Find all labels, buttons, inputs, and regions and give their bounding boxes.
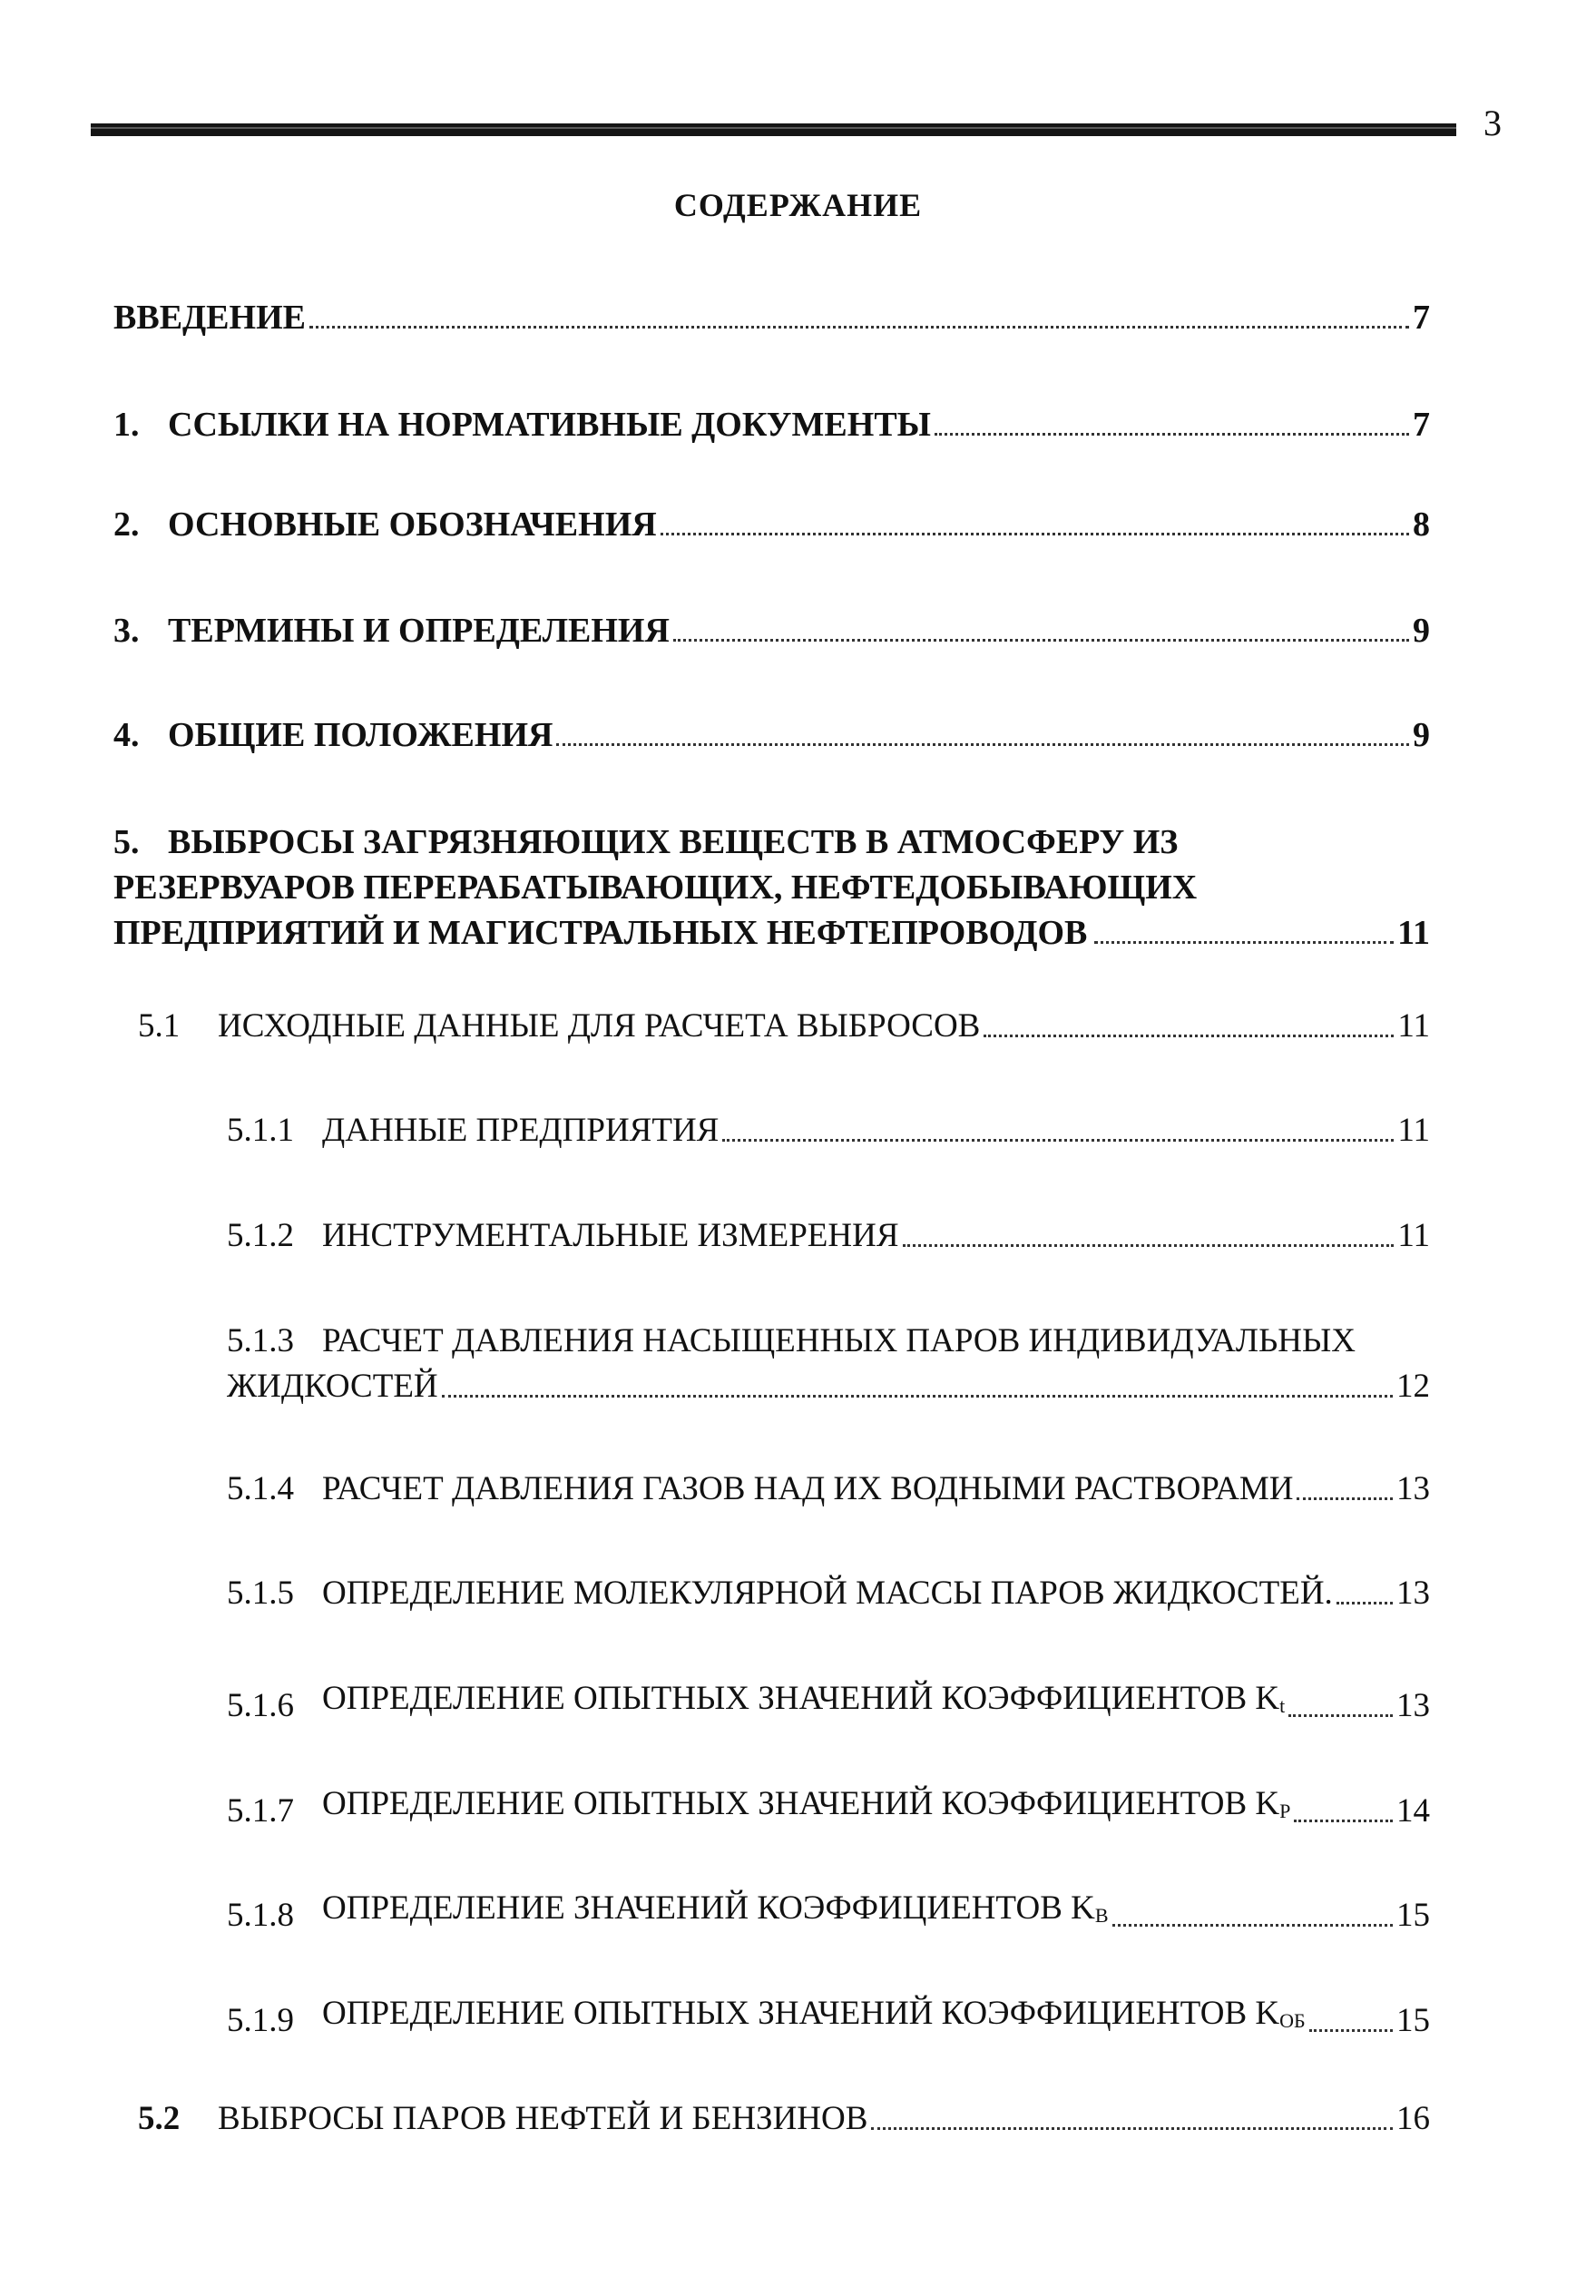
toc-entry-page: 11 xyxy=(1397,914,1430,952)
toc-entry-page: 8 xyxy=(1413,505,1430,544)
toc-entry-title: ДАННЫЕ ПРЕДПРИЯТИЯ xyxy=(322,1112,720,1149)
coefficient-subscript: t xyxy=(1279,1694,1286,1717)
toc-entry-title-line1: ВЫБРОСЫ ЗАГРЯЗНЯЮЩИХ ВЕЩЕСТВ В АТМОСФЕРУ ИЗ xyxy=(168,823,1179,861)
dot-leader xyxy=(1294,1820,1393,1822)
toc-entry-page: 11 xyxy=(1397,1007,1430,1045)
toc-entry-title: ССЫЛКИ НА НОРМАТИВНЫЕ ДОКУМЕНТЫ xyxy=(168,406,931,444)
toc-entry-title-line2: ЖИДКОСТЕЙ xyxy=(227,1368,438,1405)
dot-leader xyxy=(1309,2029,1393,2032)
toc-entry-title: ТЕРМИНЫ И ОПРЕДЕЛЕНИЯ xyxy=(168,612,670,650)
toc-entry-5-1-6[interactable] xyxy=(227,1676,1430,1729)
toc-entry-number: 2. xyxy=(113,505,140,544)
toc-entry-title: ИСХОДНЫЕ ДАННЫЕ ДЛЯ РАСЧЕТА ВЫБРОСОВ xyxy=(218,1007,981,1045)
toc-entry-title: ОСНОВНЫЕ ОБОЗНАЧЕНИЯ xyxy=(168,505,657,544)
toc-entry-1[interactable] xyxy=(113,402,1430,447)
toc-entry-number: 5.1.2 xyxy=(227,1217,294,1254)
toc-entry-5-1-5[interactable] xyxy=(227,1571,1430,1616)
toc-entry-number: 5.1.5 xyxy=(227,1575,294,1612)
dot-leader xyxy=(1112,1924,1393,1927)
toc-entry-5[interactable] xyxy=(113,819,1430,956)
toc-entry-5-1-1[interactable] xyxy=(227,1108,1430,1153)
toc-entry-page: 13 xyxy=(1396,1470,1430,1507)
toc-entry-number: 3. xyxy=(113,612,140,650)
toc-entry-5-2[interactable] xyxy=(138,2096,1430,2142)
toc-entry-number: 5.1.4 xyxy=(227,1470,294,1507)
dot-leader xyxy=(556,743,1409,746)
dot-leader xyxy=(1288,1714,1393,1717)
toc-entry-number: 5.1.6 xyxy=(227,1687,294,1724)
toc-entry-page: 11 xyxy=(1397,1217,1430,1254)
dot-leader xyxy=(442,1395,1393,1398)
toc-entry-number: 1. xyxy=(113,406,140,444)
toc-entry-page: 14 xyxy=(1396,1792,1430,1830)
dot-leader xyxy=(661,533,1409,535)
page-number: 3 xyxy=(1483,103,1502,143)
toc-entry-4[interactable] xyxy=(113,712,1430,758)
coefficient-subscript: B xyxy=(1094,1904,1109,1927)
toc-entry-page: 13 xyxy=(1396,1687,1430,1724)
toc-entry-number: 4. xyxy=(113,716,140,754)
toc-entry-title: РАСЧЕТ ДАВЛЕНИЯ ГАЗОВ НАД ИХ ВОДНЫМИ РАСТВОРАМИ xyxy=(322,1470,1294,1507)
dot-leader xyxy=(673,639,1409,642)
toc-entry-title: ИНСТРУМЕНТАЛЬНЫЕ ИЗМЕРЕНИЯ xyxy=(322,1217,899,1254)
toc-entry-number: 5.1.3 xyxy=(227,1322,294,1359)
toc-entry-title-text: ОПРЕДЕЛЕНИЕ ОПЫТНЫХ ЗНАЧЕНИЙ КОЭФФИЦИЕНТОВ K xyxy=(322,1995,1280,2032)
toc-entry-page: 13 xyxy=(1396,1575,1430,1612)
toc-entry-title-text: ОПРЕДЕЛЕНИЕ ЗНАЧЕНИЙ КОЭФФИЦИЕНТОВ K xyxy=(322,1889,1095,1927)
toc-entry-5-1-7[interactable] xyxy=(227,1781,1430,1834)
toc-entry-page: 15 xyxy=(1396,1897,1430,1934)
header-rule xyxy=(91,123,1456,136)
toc-entry-title: ОБЩИЕ ПОЛОЖЕНИЯ xyxy=(168,716,553,754)
dot-leader xyxy=(903,1244,1395,1247)
toc-entry-title: ОПРЕДЕЛЕНИЕ МОЛЕКУЛЯРНОЙ МАССЫ ПАРОВ ЖИДКОСТЕЙ. xyxy=(322,1575,1333,1612)
toc-entry-title-line1: РАСЧЕТ ДАВЛЕНИЯ НАСЫЩЕННЫХ ПАРОВ ИНДИВИДУАЛЬНЫХ xyxy=(322,1322,1356,1359)
toc-entry-number: 5.1.7 xyxy=(227,1792,294,1830)
toc-entry-title-text: ОПРЕДЕЛЕНИЕ ОПЫТНЫХ ЗНАЧЕНИЙ КОЭФФИЦИЕНТОВ K xyxy=(322,1785,1280,1822)
toc-entry-page: 11 xyxy=(1397,1112,1430,1149)
toc-entry-page: 16 xyxy=(1396,2100,1430,2137)
toc-entry-3[interactable] xyxy=(113,608,1430,653)
toc-entry-title xyxy=(322,1781,1290,1834)
toc-entry-5-1[interactable] xyxy=(138,1004,1430,1049)
toc-entry-page: 9 xyxy=(1413,716,1430,754)
toc-entry-2[interactable] xyxy=(113,502,1430,547)
toc-entry-intro[interactable] xyxy=(113,295,1430,340)
toc-entry-page: 15 xyxy=(1396,2002,1430,2039)
dot-leader xyxy=(1094,941,1394,944)
dot-leader xyxy=(1297,1497,1393,1500)
dot-leader xyxy=(722,1139,1394,1142)
toc-entry-5-1-4[interactable] xyxy=(227,1467,1430,1512)
toc-entry-5-1-8[interactable] xyxy=(227,1886,1430,1938)
toc-title: СОДЕРЖАНИЕ xyxy=(673,187,923,223)
toc-entry-title-text: ОПРЕДЕЛЕНИЕ ОПЫТНЫХ ЗНАЧЕНИЙ КОЭФФИЦИЕНТОВ K xyxy=(322,1680,1280,1717)
toc-entry-5-1-3[interactable] xyxy=(227,1319,1430,1409)
dot-leader xyxy=(309,326,1409,329)
toc-entry-number: 5.1.9 xyxy=(227,2002,294,2039)
toc-entry-number: 5.1.8 xyxy=(227,1897,294,1934)
toc-entry-title: ВВЕДЕНИЕ xyxy=(113,299,306,337)
dot-leader xyxy=(984,1035,1394,1037)
toc-entry-page: 9 xyxy=(1413,612,1430,650)
toc-entry-title xyxy=(322,1886,1109,1938)
toc-entry-number: 5.2 xyxy=(138,2100,181,2137)
coefficient-subscript: ОБ xyxy=(1279,2009,1306,2032)
toc-entry-title xyxy=(322,1991,1306,2044)
toc-entry-5-1-2[interactable] xyxy=(227,1213,1430,1259)
toc-entry-page: 12 xyxy=(1396,1368,1430,1405)
toc-entry-page: 7 xyxy=(1413,299,1430,337)
dot-leader xyxy=(935,433,1409,436)
toc-entry-5-1-9[interactable] xyxy=(227,1991,1430,2044)
toc-entry-number: 5.1 xyxy=(138,1007,181,1045)
toc-entry-number: 5. xyxy=(113,823,140,861)
toc-entry-title-line2: РЕЗЕРВУАРОВ ПЕРЕРАБАТЫВАЮЩИХ, НЕФТЕДОБЫВАЮЩИХ xyxy=(113,868,1198,907)
coefficient-subscript: P xyxy=(1279,1800,1291,1822)
toc-entry-page: 7 xyxy=(1413,406,1430,444)
dot-leader xyxy=(1337,1602,1393,1604)
dot-leader xyxy=(871,2127,1393,2130)
toc-entry-number: 5.1.1 xyxy=(227,1112,294,1149)
toc-entry-title: ВЫБРОСЫ ПАРОВ НЕФТЕЙ И БЕНЗИНОВ xyxy=(218,2100,868,2137)
toc-entry-title xyxy=(322,1676,1285,1729)
toc-entry-title-line3: ПРЕДПРИЯТИЙ И МАГИСТРАЛЬНЫХ НЕФТЕПРОВОДОВ xyxy=(113,914,1088,952)
